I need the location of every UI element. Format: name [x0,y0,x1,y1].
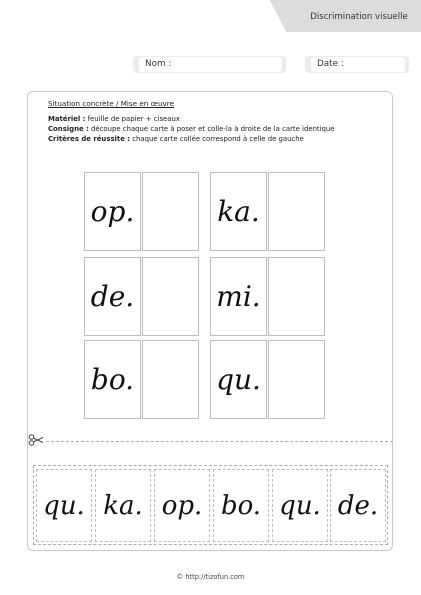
materiel-label: Matériel : [48,115,86,123]
cutout-card[interactable] [213,469,269,542]
model-card-syllable: mi. [216,280,261,313]
model-card [210,172,267,251]
model-card [210,340,267,419]
model-card-syllable: op. [90,195,135,228]
paste-slot[interactable] [142,257,199,336]
cutout-card-syllable: op. [161,490,203,521]
consigne-label: Consigne : [48,125,89,133]
cutout-card[interactable] [330,469,386,542]
model-card [84,172,141,251]
cutout-card-syllable: qu. [279,490,321,521]
date-field[interactable] [305,56,409,73]
name-label: Nom : [139,57,282,72]
model-card-syllable: de. [90,280,135,313]
cutout-card-syllable: ka. [103,490,143,521]
criteres-text: chaque carte collée correspond à celle de gauche [130,135,304,143]
model-card-syllable: qu. [216,363,261,396]
materiel-line [48,115,180,123]
model-card-syllable: bo. [90,363,135,396]
model-card [84,340,141,419]
situation-heading: Situation concrète / Mise en œuvre [48,99,174,108]
consigne-line [48,125,335,133]
date-label: Date : [311,57,405,72]
consigne-text: découpe chaque carte à poser et colle-la à droite de la carte identique [88,125,335,133]
criteres-label: Critères de réussite : [48,135,131,143]
cut-line [46,441,393,442]
paste-slot[interactable] [268,340,325,419]
cutout-card[interactable] [272,469,328,542]
cutout-card[interactable] [154,469,210,542]
name-field[interactable] [133,56,286,73]
paste-slot[interactable] [142,172,199,251]
cutout-card-syllable: de. [337,490,379,521]
paste-slot[interactable] [268,257,325,336]
page-title: Discrimination visuelle [310,12,408,22]
model-card-syllable: ka. [217,195,260,228]
paste-slot[interactable] [142,340,199,419]
materiel-text: feuille de papier + ciseaux [85,115,180,123]
criteres-line [48,135,304,143]
cutout-card-syllable: bo. [220,490,262,521]
footer-credit: © http://tizofun.com [176,573,245,581]
cutout-card[interactable] [95,469,151,542]
scissors-icon [28,434,44,446]
paste-slot[interactable] [268,172,325,251]
cutout-card[interactable] [36,469,92,542]
model-card [210,257,267,336]
cutout-card-syllable: qu. [43,490,85,521]
model-card [84,257,141,336]
